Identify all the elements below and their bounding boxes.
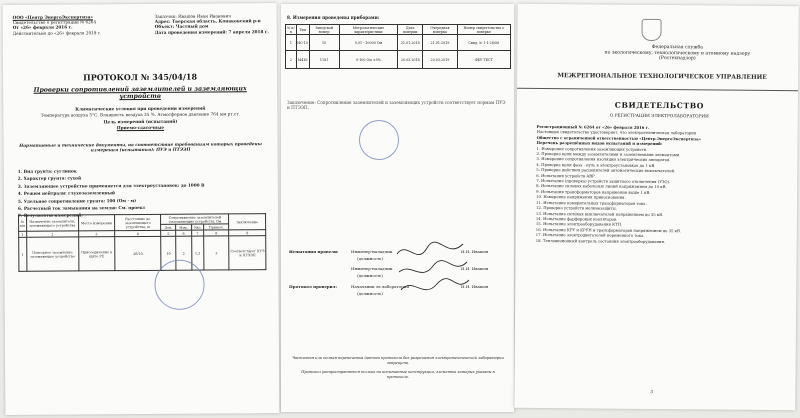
inst-cell: 0-100 Ом ±5%: [339, 51, 398, 69]
inst-cell: 20.03.2019: [423, 51, 457, 69]
th-sub-rkz: Rкз: [191, 224, 204, 230]
lab-cert-valid: Действительно до «26» февраля 2019 г.: [12, 29, 102, 36]
sig-name: И.И. Ивашов: [461, 249, 489, 254]
item-soil-type: 1. Вид грунта: суглинок: [17, 168, 77, 174]
th-inst-date: Дата поверки: [398, 25, 423, 35]
item-resistivity: 5. Удельное сопротивление грунта: 100 (Ом · м): [17, 197, 137, 204]
cert-line: 11. Испытание измерительных трансформаторов тока.: [536, 199, 647, 206]
lab-stamp: [154, 260, 204, 310]
certificate-subtitle: О РЕГИСТРАЦИИ ЭЛЕКТРОЛАБОРАТОРИИ: [609, 112, 709, 119]
item-soil-character: 2. Характер грунта: сухой: [17, 175, 82, 182]
item-results: 7. Результаты измерений:: [18, 212, 83, 219]
th-distance: Расстояние до заземляющего устройства, м: [115, 214, 161, 230]
item-voltage: 3. Заземляющее устройство применяется для электроустановок: до 1000 В: [17, 182, 205, 189]
col-number: 5: [161, 230, 176, 236]
sig-caption: (должность): [357, 273, 383, 278]
cell-note: 3: [204, 236, 230, 270]
cert-line: 6. Испытания устройств АВР.: [536, 172, 596, 179]
agency-line: по экологическому, технологическому и атомному надзору: [604, 50, 751, 57]
cell-num: 1: [19, 237, 27, 271]
cert-line: 5. Проверка действия расцепителей автоматических выключателей.: [536, 167, 676, 174]
agency-header: [577, 44, 777, 63]
cert-line: Настоящее свидетельство удостоверяет, что электротехническая лаборатория: [536, 129, 697, 136]
th-sub-allowed: Доп.: [161, 224, 176, 230]
cell-conclusion: Соответствует ПУЭ и ПТЭЭП: [229, 236, 266, 270]
cert-line: 2. Проверка цепи между заземлителями и заземляемыми элементами.: [536, 150, 681, 158]
sig-position: Инженер-наладчик: [351, 266, 393, 271]
department-name: МЕЖРЕГИОНАЛЬНОЕ ТЕХНОЛОГИЧЕСКОЕ УПРАВЛЕНИЕ: [557, 72, 767, 81]
cert-line: 17. Испытание электродвигателей переменного тока.: [535, 232, 645, 239]
cert-line: 15. Испытание электрооборудования КТП.: [535, 221, 623, 228]
inst-cell: 21.01.2019: [423, 35, 457, 51]
cert-line: 8. Испытание силовых кабельных линий напряжением до 10 кВ.: [536, 183, 667, 190]
certificate-page: [514, 4, 799, 410]
col-number: 6: [176, 230, 191, 236]
inst-cell: 2: [286, 51, 297, 69]
cert-line: 13. Испытание силовых выключателей напряжением до 35 кВ.: [535, 210, 664, 217]
th-conclusion: Заключение: [229, 214, 266, 230]
conditions-heading: Климатические условия при проведении измерений: [75, 105, 206, 112]
protocol-subtitle: Проверки сопротивлений заземлителей и заземляющих устройств: [33, 85, 247, 101]
cert-line: 12. Проверка устройств молниезащиты.: [535, 205, 617, 211]
cert-line: 14. Испытание фарфоровых изоляторов.: [535, 215, 618, 222]
th-inst-type: Тип: [296, 25, 309, 35]
conclusion-text: Заключение: Сопротивление заземлителей и заземляющих устройств соответствует нормам ПУЭ и ПТЭЭП.: [287, 100, 506, 111]
agency-line: Федеральная служба: [651, 44, 704, 51]
footer-note-2: Протокол распространяется только на испытанные конструкции, элементы которых указаны в протоколе.: [301, 370, 495, 379]
lab-header: [13, 14, 138, 36]
results-table: [18, 213, 266, 272]
th-sub-note: Примеч.: [204, 224, 229, 230]
col-number: 8: [204, 230, 229, 236]
col-number: 1: [19, 231, 27, 237]
inst-cell: Свид. № 1-1-28/06: [457, 35, 510, 51]
lab-certificate: Свидетельство о регистрации № 6264: [12, 19, 97, 26]
col-number: 3: [78, 231, 114, 237]
header-rule: [517, 88, 798, 91]
cert-line: 18. Тепловизионный контроль состояния электрооборудования.: [535, 237, 666, 244]
inst-cell: 21.01.2018: [398, 35, 423, 51]
cert-line: 3. Измерение сопротивления изоляции электрических аппаратов.: [536, 156, 671, 163]
th-inst-next: Очередная поверка: [423, 25, 457, 35]
cert-line: 7. Испытание (проверка) устройств защитного отключения (УЗО).: [536, 178, 671, 185]
col-number: 9: [229, 230, 266, 236]
cell-allowed: 10: [161, 236, 176, 270]
cert-line: 9. Испытания трансформаторов напряжения выше 1 кВ.: [536, 188, 651, 195]
instruments-table: [285, 24, 511, 69]
sig-caption: (должность): [357, 256, 383, 261]
signature-scribbles: [393, 236, 473, 306]
th-num: № п/п: [19, 215, 27, 231]
cert-line: Общество с ограниченной ответственностью «Центр.ЭнергоЭкспертиза»: [536, 134, 701, 142]
cert-line: Регистрационный № 6264 от «26» февраля 2016 г.: [536, 123, 650, 130]
cert-line: 4. Проверка цепи фаза - нуль в электроустановках до 1 кВ.: [536, 161, 656, 168]
page-number: 3: [650, 388, 654, 394]
inst-cell: М416: [296, 51, 309, 69]
customer-address: Адрес: Тверская область, Конаковский р-н: [154, 18, 261, 25]
cell-purpose: Повторное заземление заземляющее устройство: [26, 237, 78, 271]
inst-cell: 1: [286, 35, 297, 51]
customer-object: Объект: Частный дом: [154, 23, 209, 30]
item-fault-current: 6. Расчетный ток замыкания на землю: См. проект: [17, 205, 146, 211]
sig-name: И.И. Ивашов: [461, 266, 489, 271]
th-purpose: Назначение заземлителя, заземляющего устройства: [26, 215, 78, 231]
th-inst-metro: Метрологические характеристики: [339, 25, 398, 35]
instruments-page: [281, 4, 514, 412]
cell-measured: 2: [176, 236, 192, 270]
cell-rkz: 1,3: [191, 236, 204, 270]
lab-name: ООО «Центр ЭнергоЭкспертиза»: [12, 14, 94, 20]
col-number: 7: [191, 230, 204, 236]
instruments-heading: 8. Измерения проведены приборами:: [287, 15, 380, 20]
customer-name: Заказчик: Ивашов Иван Иванович: [154, 13, 232, 19]
purpose-value: Приемо-сдаточные: [116, 124, 165, 131]
protocol-page: [3, 3, 280, 415]
cert-line: 10. Измерение напряжения прикосновения.: [536, 194, 626, 201]
agency-line: (Ростехнадзор): [658, 56, 696, 62]
item-neutral-mode: 4. Режим нейтрали: глухозаземленный: [17, 190, 116, 197]
coat-of-arms-icon: [641, 19, 661, 41]
conditions-text: Температура воздуха 5°С. Влажность воздуха 35 %. Атмосферное давление 764 мм рт.ст.: [40, 111, 240, 118]
inst-cell: 20.03.2018: [398, 51, 423, 69]
protocol-title: ПРОТОКОЛ № 345/04/18: [83, 71, 198, 83]
lab-cert-date: От «26» февраля 2016 г.: [12, 24, 73, 31]
th-sub-measured: Изм.: [176, 224, 191, 230]
cell-distance: 20/10: [115, 236, 162, 270]
sig-position: Инженер-наладчик: [351, 249, 393, 254]
lab-stamp: [359, 120, 399, 160]
customer-header: [155, 13, 270, 35]
footer-note-1: Частичная или полная перепечатка данного протокола без разрешения электротехнической лаборатории запрещена.: [292, 356, 504, 365]
col-number: 2: [26, 231, 78, 237]
th-inst-serial: Заводской номер: [309, 25, 339, 35]
measurement-items: [18, 166, 268, 220]
cert-line: Перечень разрешённых видов испытаний и измерений:: [536, 140, 663, 147]
th-inst-num: № п/п: [287, 25, 295, 34]
sig-name: И.И. Ивашов: [461, 284, 489, 289]
purpose-heading: Цель измерений (испытаний): [103, 118, 178, 125]
inst-cell: 0,01 - 10000 Ом: [339, 35, 398, 51]
inst-cell: ФБУ ТЕСТ: [457, 51, 510, 69]
th-inst-cert: Номер свидетельства о поверке: [457, 25, 510, 35]
norms-heading: Нормативные и технические документы, на соответствие требованиям которых проведены измерения (испытания): ПУЭ и ПТЭЭП: [19, 141, 262, 153]
sig-position: Начальник эл.лаборатории: [351, 284, 409, 289]
inst-cell: 10: [309, 35, 339, 51]
inst-cell: ИС-10: [296, 35, 309, 51]
certificate-title: СВИДЕТЕЛЬСТВО: [614, 100, 704, 111]
measurement-date: Дата проведения измерений: 7 апреля 2018 г.: [154, 28, 269, 35]
sig-role-checked: Протокол проверил:: [289, 284, 337, 289]
cert-line: 16. Испытание КРУ и КРУН и трансформаторов напряжением до 35 кВ.: [535, 226, 682, 233]
inst-cell: 1181: [309, 51, 339, 69]
cert-line: 1. Измерение сопротивления заземляющих устройств.: [536, 145, 648, 152]
sig-role-tested: Испытания провели:: [289, 249, 339, 254]
sig-caption: (должность): [357, 291, 383, 296]
col-number: 4: [115, 230, 161, 236]
th-resistance: Сопротивление заземлителей (заземляющих устройств), Ом: [161, 214, 229, 224]
certificate-body: [536, 124, 787, 245]
cell-place: Присоединение в щите РЕ: [78, 237, 115, 271]
th-place: Место измерения: [78, 215, 115, 231]
